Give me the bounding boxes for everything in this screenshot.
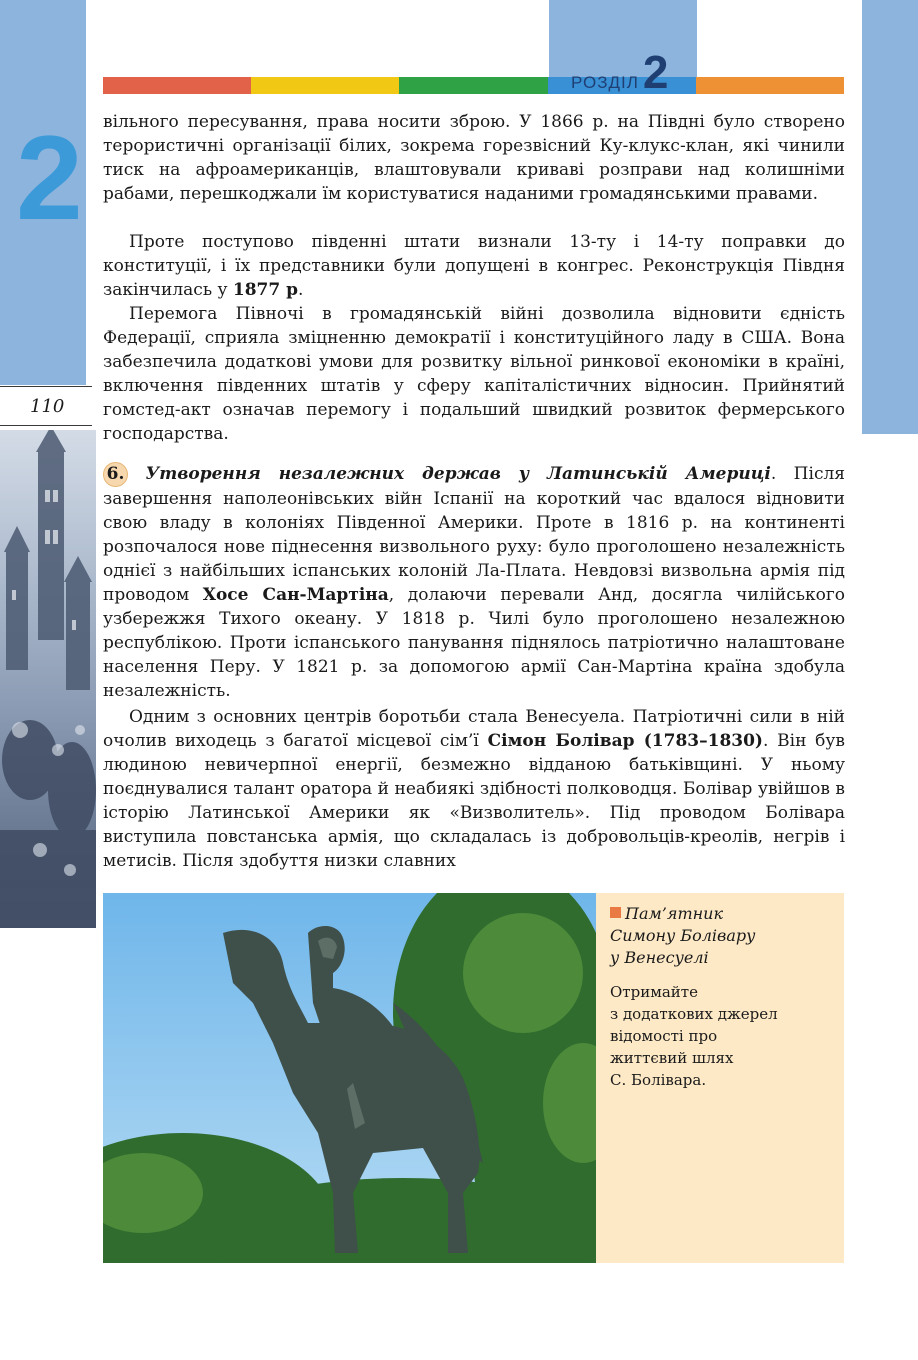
paragraph-text: вільного пересування, права носити зброю. У 1866 р. на Півдні було створено терористичні організації білих, зокрема горезвісний Ку-клукс-клан, які чинили тиск на афроамериканців, влаштовували криваві розправи над колишніми рабами, перешкоджали їм користуватися наданими громадянськими правами. (103, 112, 845, 204)
engraving-drawing (0, 430, 96, 928)
paragraph-text: Перемога Півночі в громадянській війні дозволила відновити єдність Федерації, сприяла зміцненню демократії і конституційного ладу в США. Вона забезпечила додаткові умови для розвитку вільної ринкової економіки в країні, включення південних штатів у сферу капіталістичних відносин. Прийнятий гомстед-акт означав перемогу і подальший швидкий розвиток фермерського господарства. (103, 304, 845, 444)
section-6-title: Утворення незалежних держав у Латинській Америці (145, 464, 771, 484)
section-6-number: 6. (103, 462, 128, 487)
paragraph-text: . Він був людиною невичерпної енергії, безмежно відданою батьківщині. У ньому поєднувалися талант оратора й неабиякі здібності полководця. Болівар увійшов в історію Латинської Америки як «Визволитель». Під проводом Болівара виступила повстанська армія, що складалась із добровольців-креолів, негрів і метисів. Після здобуття низки славних (103, 731, 845, 871)
section-header (571, 44, 669, 98)
engraving-illustration (0, 430, 96, 928)
caption-body-line: С. Болівара. (610, 1071, 707, 1089)
caption-body-line: Отримайте (610, 983, 698, 1001)
caption-body-line: з додаткових джерел (610, 1005, 778, 1023)
caption-body-line: життєвий шлях (610, 1049, 734, 1067)
paragraph-victory (103, 302, 845, 446)
section-word: РОЗДІЛ (571, 73, 639, 92)
paragraph-bolivar (103, 705, 845, 873)
caption-body-line: відомості про (610, 1027, 718, 1045)
section-6-latin-america (103, 462, 845, 703)
section-number: 2 (642, 46, 669, 98)
paragraph-text-end: . (298, 280, 304, 300)
page-number: 110 (30, 396, 65, 417)
person-highlight: Сімон Болівар (1783–1830) (487, 731, 763, 751)
caption-title-line: Симону Болівару (610, 926, 756, 945)
bolivar-monument-photo (103, 893, 596, 1263)
paragraph-text: . Після завершення наполеонівських війн Іспанії на короткий час вдалося відновити свою владу в колоніях Південної Америки. Проте в 1816 р. на континенті розпочалося нове піднесення визвольного руху: було проголошено незалежність однієї з найбільших іспанських колоній Ла-Плата. Невдовзі визвольна армія під проводом (103, 464, 845, 605)
color-stripe (103, 77, 844, 94)
caption-title-line: Пам’ятник (625, 904, 724, 923)
year-highlight: 1877 р (232, 280, 299, 300)
paragraph-reconstruction-end (103, 110, 845, 206)
paragraph-amendments (103, 230, 845, 302)
caption-marker-icon (610, 907, 621, 918)
section-side-number: 2 (16, 111, 83, 245)
page-number-rule-bottom (0, 425, 92, 426)
caption-task (610, 981, 830, 1091)
paragraph-text: Одним з основних центрів боротьби стала Венесуела. Патріотичні сили в ній очолив виходець з багатої місцевої сім’ї (103, 707, 845, 751)
caption-box (596, 893, 844, 1263)
monument-image (103, 893, 596, 1263)
stripe-green (399, 77, 547, 94)
paragraph-text: Проте поступово південні штати визнали 13-ту і 14-ту поправки до конституції, і їх представники були допущені в конгрес. Реконструкція Півдня закінчилась у (103, 232, 845, 300)
right-accent-strip (862, 0, 918, 434)
paragraph-text: , долаючи перевали Анд, досягла чилійського узбережжя Тихого океану. У 1818 р. Чилі було проголошено незалежною республікою. Проти іспанського панування піднялось патріотично налаштоване населення Перу. У 1821 р. за допомогою армії Сан-Мартіна країна здобула незалежність. (103, 585, 845, 701)
caption-title (610, 903, 830, 969)
stripe-orange (696, 77, 844, 94)
stripe-red (103, 77, 251, 94)
page-number-rule-top (0, 386, 92, 387)
stripe-yellow (251, 77, 399, 94)
person-highlight: Хосе Сан-Мартіна (202, 585, 389, 605)
caption-title-line: у Венесуелі (610, 948, 709, 967)
